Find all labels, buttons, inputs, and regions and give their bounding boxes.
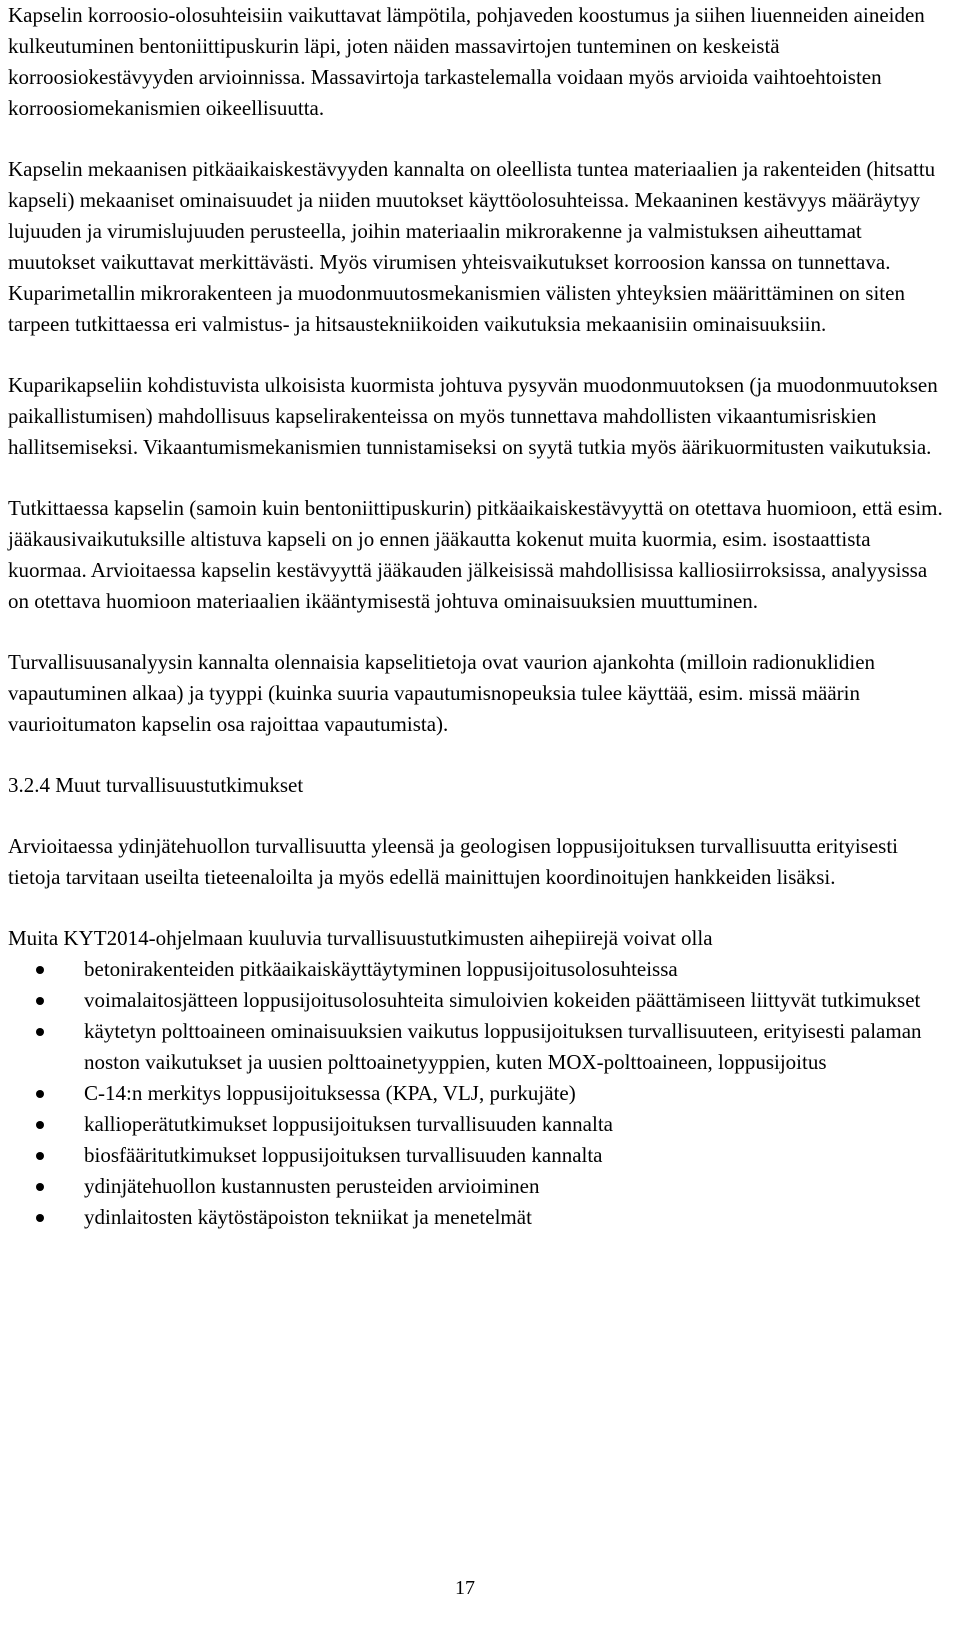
bullet-icon <box>36 1152 44 1160</box>
paragraph-external-loads: Kuparikapseliin kohdistuvista ulkoisista kuormista johtuva pysyvän muodonmuutoksen (ja muodonmuutoksen paikallistumisen) mahdollisuus kapselirakenteissa on myös tunnettava mahdollisten vikaantumisriskien hallitsemiseksi. Vikaantumismekanismien tunnistamiseksi on syytä tutkia myös äärikuormitusten vaikutuksia. <box>8 373 938 459</box>
list-item-text: ydinlaitosten käytöstäpoiston tekniikat ja menetelmät <box>84 1205 532 1229</box>
paragraph-safety-analysis: Turvallisuusanalyysin kannalta olennaisia kapselitietoja ovat vaurion ajankohta (milloin radionuklidien vapautuminen alkaa) ja tyyppi (kuinka suuria vapautumisnopeuksia tulee käyttää, esim. missä määrin vaurioitumaton kapselin osa rajoittaa vapautumista). <box>8 650 876 736</box>
list-item-text: käytetyn polttoaineen ominaisuuksien vaikutus loppusijoituksen turvallisuuteen, erityisesti palaman noston vaikutukset ja uusien polttoainetyyppien, kuten MOX-polttoaineen, loppusijoitus <box>84 1019 922 1074</box>
list-item <box>8 1109 948 1140</box>
bullet-icon <box>36 997 44 1005</box>
paragraph-long-term-durability: Tutkittaessa kapselin (samoin kuin bentoniittipuskurin) pitkäaikaiskestävyyttä on otettava huomioon, että esim. jääkausivaikutuksille altistuva kapseli on jo ennen jääkautta kokenut muita kuormia, esim. isostaattista kuormaa. Arvioitaessa kapselin kestävyyttä jääkauden jälkeisissä mahdollisissa kalliosiirroksissa, analyysissa on otettava huomioon materiaalien ikääntymisestä johtuva ominaisuuksien muuttuminen. <box>8 496 943 613</box>
page-number: 17 <box>455 1577 475 1599</box>
list-item <box>8 1016 948 1078</box>
list-item-text: C-14:n merkitys loppusijoituksessa (KPA, VLJ, purkujäte) <box>84 1081 576 1105</box>
section-heading: 3.2.4 Muut turvallisuustutkimukset <box>8 773 304 797</box>
list-item <box>8 985 948 1016</box>
bullet-icon <box>36 1028 44 1036</box>
list-item <box>8 954 948 985</box>
paragraph-corrosion: Kapselin korroosio-olosuhteisiin vaikuttavat lämpötila, pohjaveden koostumus ja siihen liuenneiden aineiden kulkeutuminen bentoniittipuskurin läpi, joten näiden massavirtojen tunteminen on keskeistä korroosiokestävyyden arvioinnissa. Massavirtoja tarkastelemalla voidaan myös arvioida vaihtoehtoisten korroosiomekanismien oikeellisuutta. <box>8 3 925 120</box>
bullet-icon <box>36 1214 44 1222</box>
bullet-icon <box>36 1121 44 1129</box>
list-item-text: kallioperätutkimukset loppusijoituksen turvallisuuden kannalta <box>84 1112 613 1136</box>
list-item-text: voimalaitosjätteen loppusijoitusolosuhteita simuloivien kokeiden päättämiseen liittyvät tutkimukset <box>84 988 921 1012</box>
list-item-text: betonirakenteiden pitkäaikaiskäyttäytyminen loppusijoitusolosuhteissa <box>84 957 678 981</box>
list-item <box>8 1202 948 1233</box>
list-item <box>8 1171 948 1202</box>
bullet-icon <box>36 1090 44 1098</box>
list-intro: Muita KYT2014-ohjelmaan kuuluvia turvallisuustutkimusten aihepiirejä voivat olla <box>8 926 713 950</box>
paragraph-mechanical-durability: Kapselin mekaanisen pitkäaikaiskestävyyden kannalta on oleellista tuntea materiaalien ja rakenteiden (hitsattu kapseli) mekaaniset ominaisuudet ja niiden muutokset käyttöolosuhteissa. Mekaaninen kestävyys määräytyy lujuuden ja virumislujuuden perusteella, joihin materiaalin mikrorakenne ja valmistuksen aiheuttamat muutokset vaikuttavat merkittävästi. Myös virumisen yhteisvaikutukset korroosion kanssa on tunnettava. Kuparimetallin mikrorakenteen ja muodonmuutosmekanismien välisten yhteyksien määrittäminen on siten tarpeen tutkittaessa eri valmistus- ja hitsaustekniikoiden vaikutuksia mekaanisiin ominaisuuksiin. <box>8 157 936 336</box>
research-topics-list <box>8 954 948 1233</box>
list-item-text: ydinjätehuollon kustannusten perusteiden arvioiminen <box>84 1174 540 1198</box>
list-item-text: biosfääritutkimukset loppusijoituksen turvallisuuden kannalta <box>84 1143 603 1167</box>
list-item <box>8 1078 948 1109</box>
list-item <box>8 1140 948 1171</box>
bullet-icon <box>36 966 44 974</box>
bullet-icon <box>36 1183 44 1191</box>
paragraph-section-intro: Arvioitaessa ydinjätehuollon turvallisuutta yleensä ja geologisen loppusijoituksen turvallisuutta erityisesti tietoja tarvitaan useilta tieteenaloilta ja myös edellä mainittujen koordinoitujen hankkeiden lisäksi. <box>8 834 899 889</box>
document-page <box>8 0 948 1233</box>
